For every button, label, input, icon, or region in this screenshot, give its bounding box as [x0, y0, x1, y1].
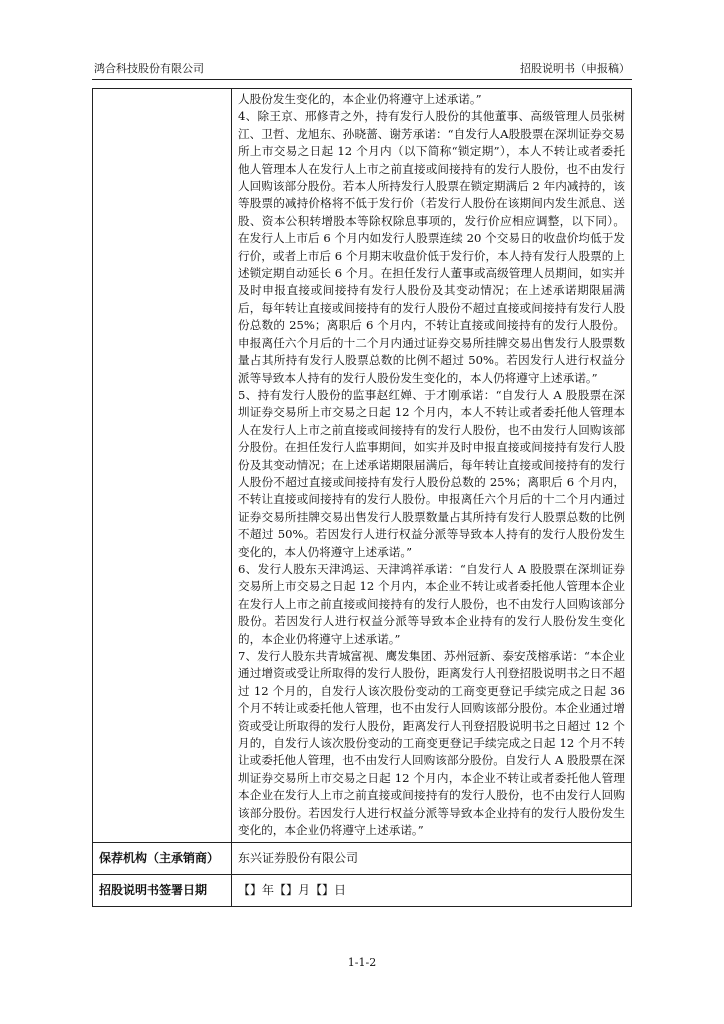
signing-date-label: 招股说明书签署日期 [93, 875, 232, 907]
sponsor-row [93, 843, 632, 875]
commitment-paragraph: 4、除王京、邢修青之外，持有发行人股份的其他董事、高级管理人员张树江、卫哲、龙旭东、孙晓蔷、谢芳承诺：“自发行人A股股票在深圳证券交易所上市交易之日起 12 个月内（以下简称“锁定期”），本人不转让或者委托他人管理本人在发行人上市之前直接或间接持有的发行人股份，也不由发行人回购该部分股份。若本人所持发行人股票在锁定期满后 2 年内减持的，该等股票的减持价格将不低于发行价（若发行人股份在该期间内发生派息、送股、资本公积转增股本等除权除息事项的，发行价应相应调整，以下同）。在发行人上市后 6 个月内如发行人股票连续 20 个交易日的收盘价均低于发行价，或者上市后 6 个月期末收盘价低于发行价，本人持有发行人股票的上述锁定期自动延长 6 个月。在担任发行人董事或高级管理人员期间，如实并及时申报直接或间接持有发行人股份及其变动情况；在上述承诺期限届满后，每年转让直接或间接持有的发行人股份不超过直接或间接持有发行人股份总数的 25%；离职后 6 个月内，不转让直接或间接持有的发行人股份。申报离任六个月后的十二个月内通过证券交易所挂牌交易出售发行人股票数量占其所持有发行人股票总数的比例不超过 50%。若因发行人进行权益分派等导致本人持有的发行人股份发生变化的，本人仍将遵守上述承诺。” [238, 109, 625, 385]
commitment-paragraph: 人股份发生变化的，本企业仍将遵守上述承诺。” [238, 92, 482, 106]
commitment-paragraph: 6、发行人股东天津鸿运、天津鸿祥承诺：“自发行人 A 股股票在深圳证券交易所上市交易之日起 12 个月内，本企业不转让或者委托他人管理本企业在发行人上市之前直接或间接持有的发行人股份，也不由发行人回购该部分股份。若因发行人进行权益分派等导致本企业持有的发行人股份发生变化的，本企业仍将遵守上述承诺。” [238, 561, 625, 646]
header-divider [92, 79, 632, 80]
sponsor-label: 保荐机构（主承销商） [93, 843, 232, 875]
commitment-paragraph: 5、持有发行人股份的监事赵红婵、于才刚承诺：“自发行人 A 股股票在深圳证券交易所上市交易之日起 12 个月内，本人不转让或者委托他人管理本人在发行人上市之前直接或间接持有的发行人股份，也不由发行人回购该部分股份。在担任发行人监事期间，如实并及时申报直接或间接持有发行人股份及其变动情况；在上述承诺期限届满后，每年转让直接或间接持有的发行人股份不超过直接或间接持有发行人股份总数的 25%；离职后 6 个月内，不转让直接或间接持有的发行人股份。申报离任六个月后的十二个月内通过证券交易所挂牌交易出售发行人股票数量占其所持有发行人股票总数的比例不超过 50%。若因发行人进行权益分派等导致本人持有的发行人股份发生变化的，本人仍将遵守上述承诺。” [238, 387, 625, 559]
signing-date-value: 【】年【】月【】日 [238, 883, 347, 898]
commitments-row [93, 89, 632, 843]
document-title: 招股说明书（申报稿） [520, 62, 630, 75]
commitment-paragraph: 7、发行人股东共青城富视、鹰发集团、苏州冠新、泰安茂榕承诺：“本企业通过增资或受让所取得的发行人股份，距离发行人刊登招股说明书之日不超过 12 个月的，自发行人该次股份变动的工商变更登记手续完成之日起 36 个月不转让或委托他人管理，也不由发行人回购该部分股份。本企业通过增资或受让所取得的发行人股份，距离发行人刊登招股说明书之日超过 12 个月的，自发行人该次股份变动的工商变更登记手续完成之日起 12 个月不转让或委托他人管理，也不由发行人回购该部分股份。自发行人 A 股股票在深圳证券交易所上市交易之日起 12 个月内，本企业不转让或者委托他人管理本企业在发行人上市之前直接或间接持有的发行人股份，也不由发行人回购该部分股份。若因发行人进行权益分派等导致本企业持有的发行人股份发生变化的，本企业仍将遵守上述承诺。” [238, 649, 625, 838]
commitments-label-cell [93, 89, 232, 843]
commitments-cell [232, 89, 632, 843]
page-number: 1-1-2 [347, 956, 377, 969]
page-header [92, 58, 632, 76]
company-name: 鸿合科技股份有限公司 [94, 62, 204, 75]
info-table [92, 88, 632, 907]
sponsor-value: 东兴证券股份有限公司 [238, 851, 359, 866]
signing-date-value-cell [232, 875, 632, 907]
sponsor-value-cell [232, 843, 632, 875]
signing-date-row [93, 875, 632, 907]
